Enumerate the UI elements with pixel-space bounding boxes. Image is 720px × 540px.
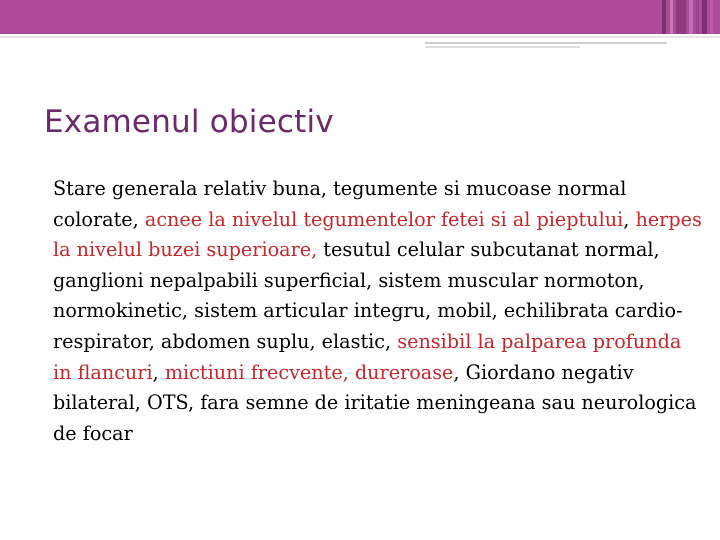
slide-body-text [53,174,703,449]
band-stripe [662,0,666,34]
body-text-segment: , [623,207,636,231]
band-stripe [710,0,713,34]
highlighted-finding: sensibil la palparea profunda in flancuri [53,329,682,384]
top-decorative-band [0,0,720,34]
band-stripe [676,0,686,34]
body-text-segment: , [152,360,165,384]
highlighted-finding: acnee la nivelul tegumentelor fetei si al pieptului [144,207,624,231]
decorative-rule [0,36,720,38]
band-stripe [702,0,707,34]
body-text-segment: , Giordano negativ bilateral, OTS, fara semne de iritatie meningeana sau neurologica de focar [53,360,697,445]
highlighted-finding: herpes la nivelul buzei superioare, [53,207,702,262]
band-stripe [670,0,673,34]
band-stripe [696,0,699,34]
body-text-segment: tesutul celular subcutanat normal, ganglioni nepalpabili superficial, sistem muscular normoton, normokinetic, sistem articular integru, mobil, echilibrata cardio-respirator, abdomen suplu, elastic, [53,238,683,353]
highlighted-finding: mictiuni frecvente, dureroase [164,360,454,384]
band-stripe [689,0,693,34]
slide-title: Examenul obiectiv [44,104,334,140]
decorative-rule [425,42,667,44]
decorative-rule [425,46,580,48]
body-text-segment: Stare generala relativ buna, tegumente si mucoase normal colorate, [53,177,627,231]
